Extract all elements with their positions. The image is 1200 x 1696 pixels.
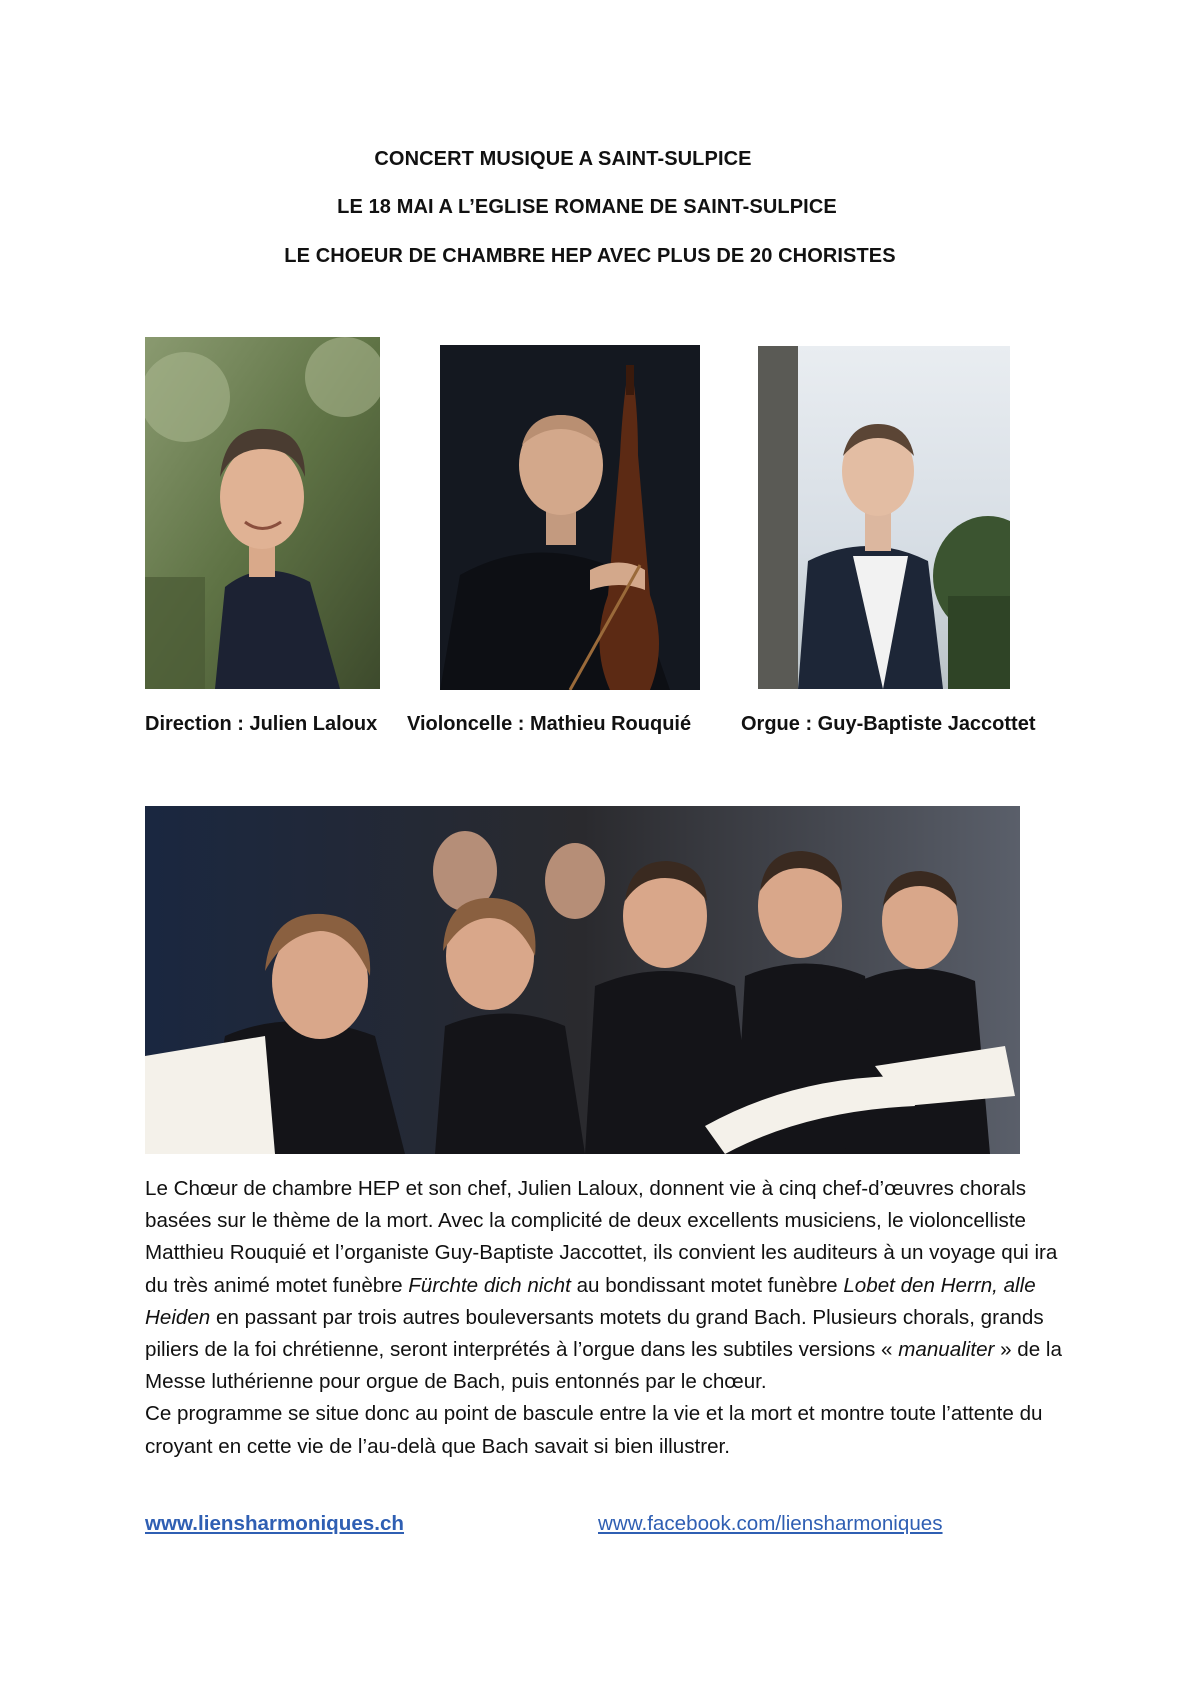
facebook-link[interactable]: www.facebook.com/liensharmoniques — [598, 1512, 943, 1535]
caption-orgue: Orgue : Guy-Baptiste Jaccottet — [741, 713, 1036, 735]
organist-photo — [758, 346, 1010, 689]
concert-description — [145, 1173, 1065, 1463]
title-line-1: CONCERT MUSIQUE A SAINT-SULPICE — [374, 148, 752, 170]
caption-violoncelle: Violoncelle : Mathieu Rouquié — [407, 713, 692, 735]
choir-photo — [145, 806, 1020, 1154]
caption-direction: Direction : Julien Laloux — [145, 713, 378, 735]
conductor-photo — [145, 337, 380, 689]
cellist-photo — [440, 345, 700, 690]
title-line-3: LE CHOEUR DE CHAMBRE HEP AVEC PLUS DE 20 CHORISTES — [284, 245, 896, 267]
title-line-2: LE 18 MAI A L’EGLISE ROMANE DE SAINT-SULPICE — [337, 196, 837, 218]
description-paragraph-2: Ce programme se situe donc au point de bascule entre la vie et la mort et montre toute l’attente du croyant en cette vie de l’au-delà que Bach savait si bien illustrer. — [145, 1402, 1043, 1458]
manualiter-term: manualiter — [898, 1338, 995, 1362]
work-title-1: Fürchte dich nicht — [408, 1273, 571, 1297]
work-title-2: Lobet den Herrn, alle Heiden — [145, 1273, 1036, 1329]
website-link[interactable]: www.liensharmoniques.ch — [145, 1512, 405, 1535]
description-paragraph-1: Le Chœur de chambre HEP et son chef, Julien Laloux, donnent vie à cinq chef-d’œuvres chorals basées sur le thème de la mort. Avec la complicité de deux excellents musiciens, le violoncelliste Matthieu Rouquié et l’organiste Guy-Baptiste Jaccottet, ils convient les auditeurs à un voyage qui ira du très animé motet funèbre Fürchte dich nicht au bondissant motet funèbre Lobet den Herrn, alle Heiden en passant par trois autres bouleversants motets du grand Bach. Plusieurs chorals, grands piliers de la foi chrétienne, seront interprétés à l’orgue dans les subtiles versions « manualiter » de la Messe luthérienne pour orgue de Bach, puis entonnés par le chœur. — [145, 1177, 1062, 1394]
